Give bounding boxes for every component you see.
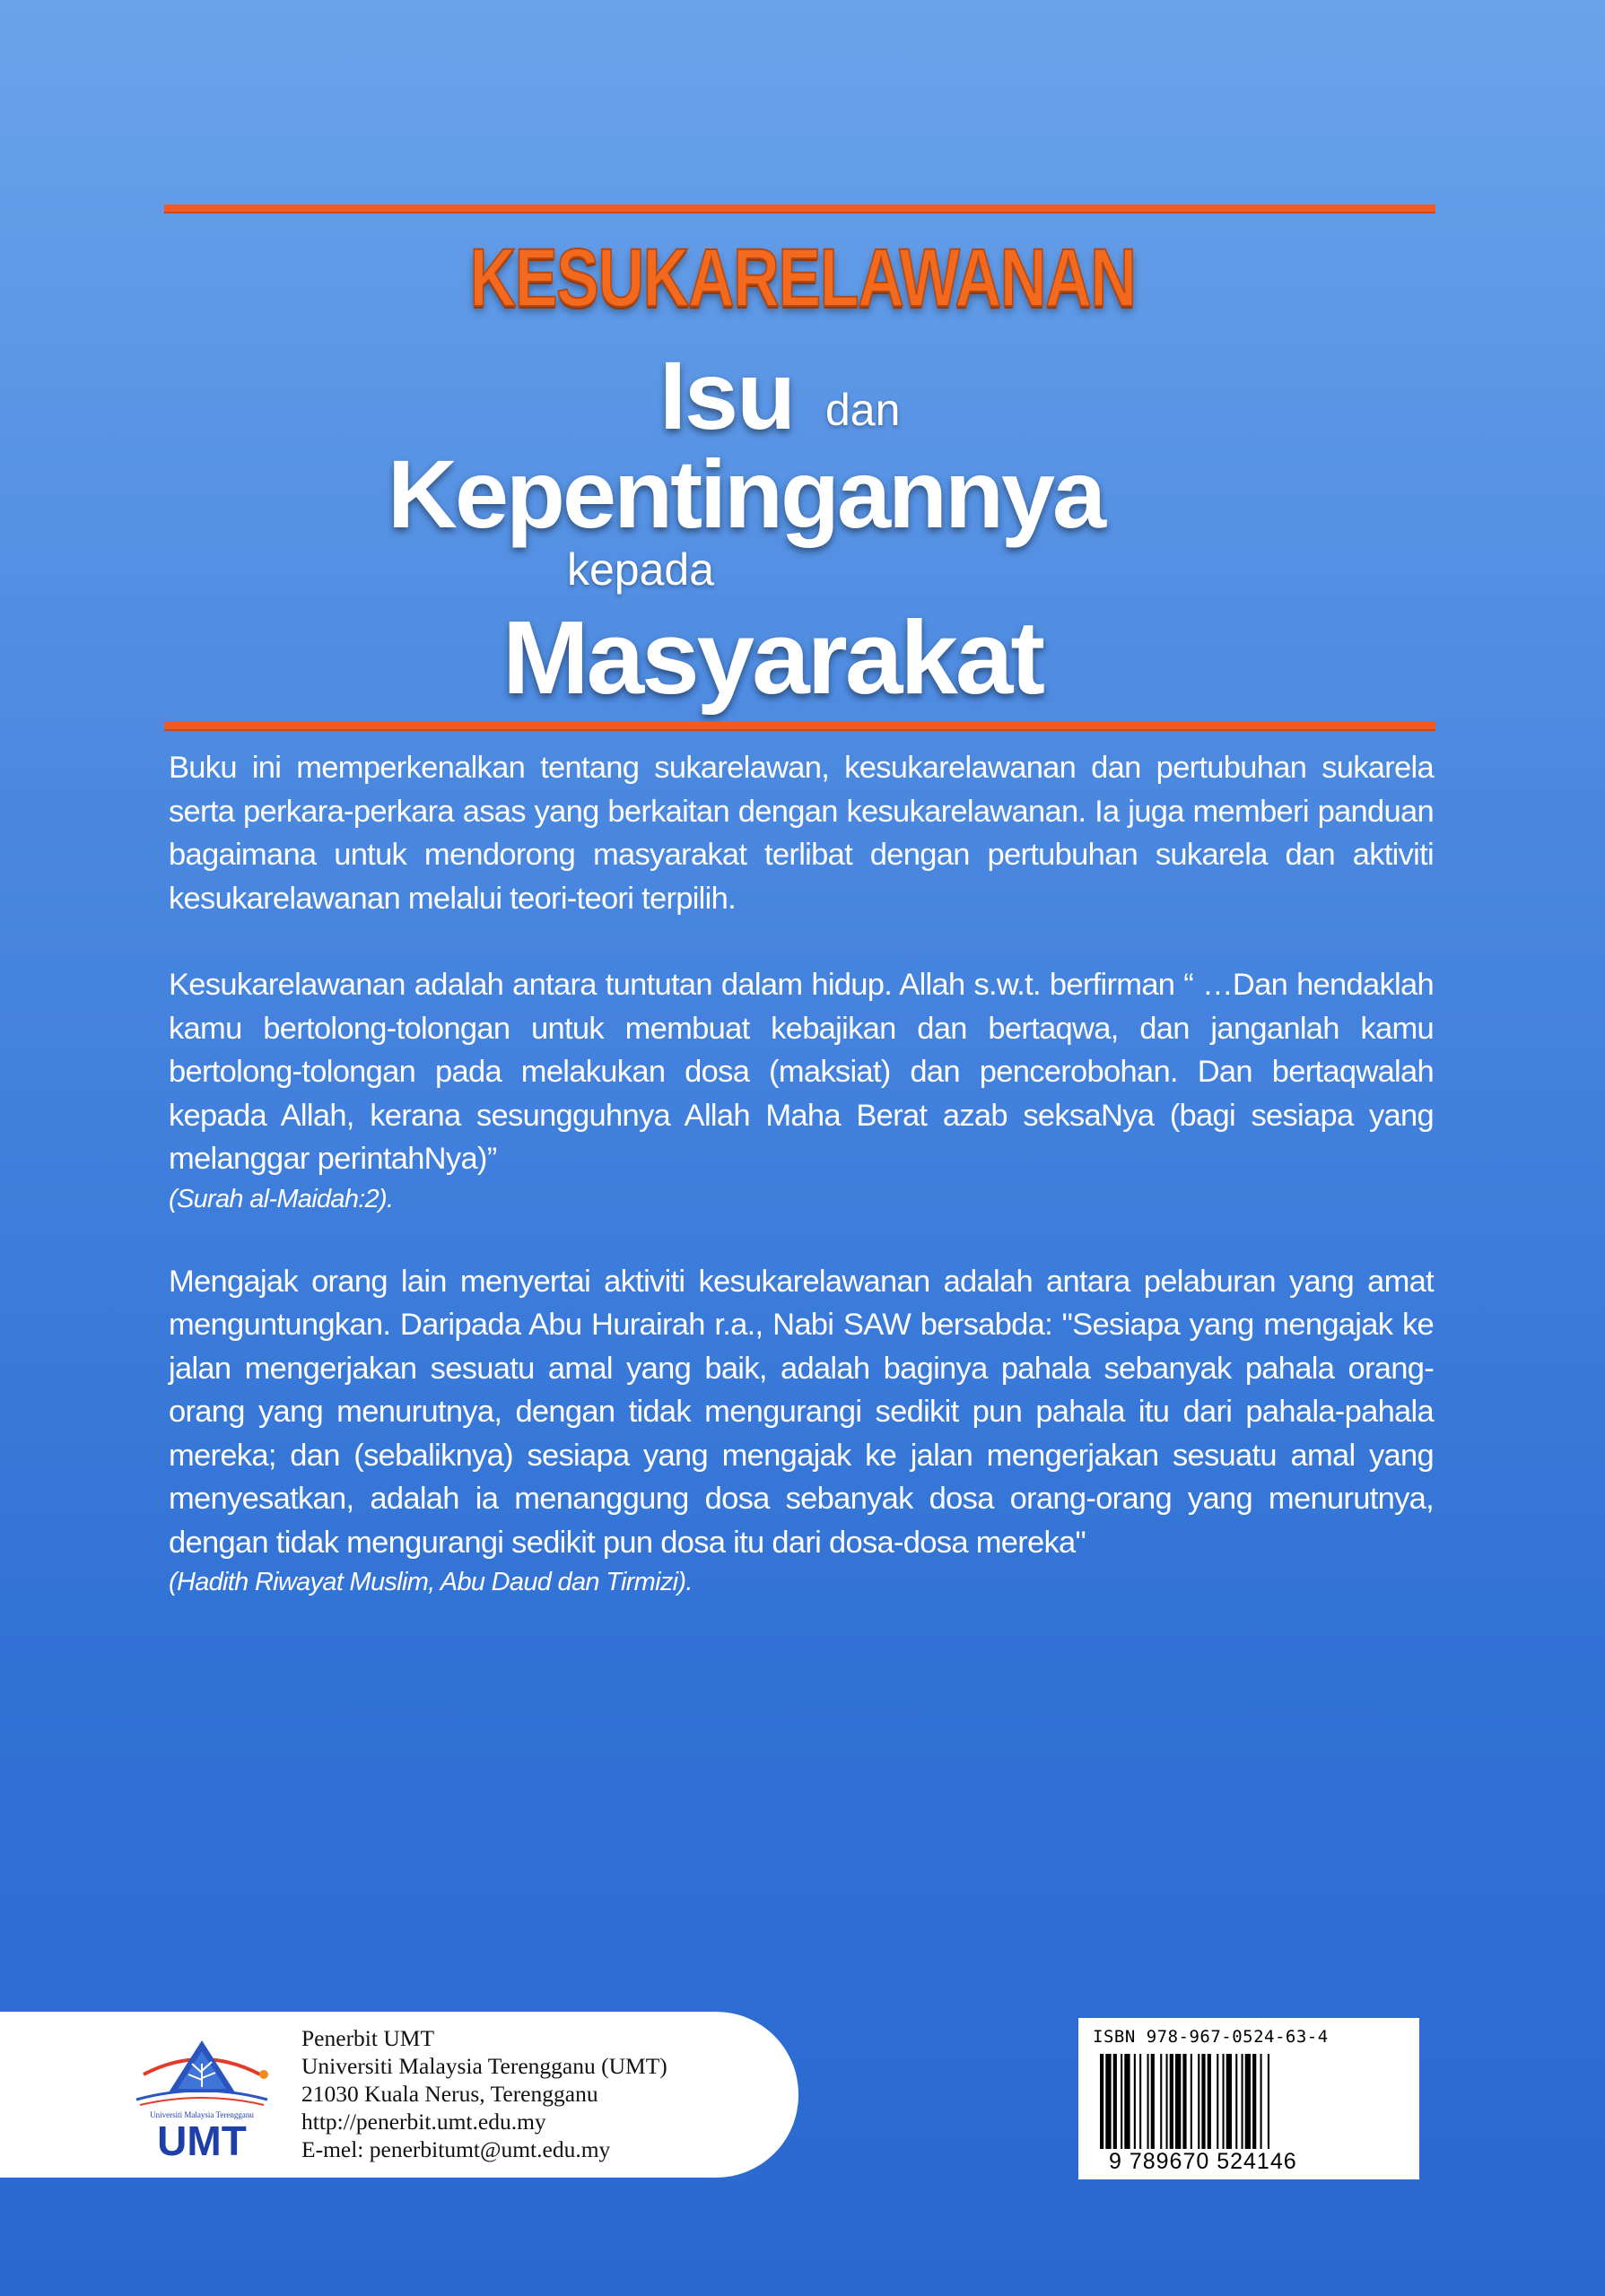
barcode-icon [1098, 2054, 1403, 2149]
umt-logo-text: UMT [157, 2118, 247, 2162]
isbn-box [1078, 2018, 1419, 2179]
blurb-paragraph-2: Kesukarelawanan adalah antara tuntutan dalam hidup. Allah s.w.t. berfirman “ …Dan hendaklah kamu bertolong-tolongan untuk membuat kebajikan dan bertaqwa, dan janganlah kamu bertolong-tolongan pada melakukan dosa (maksiat) dan pencerobohan. Dan bertaqwalah kepada Allah, kerana sesungguhnya Allah Maha Berat azab seksaNya (bagi sesiapa yang melanggar perintahNya)” [169, 968, 1434, 1176]
umt-logo-subtext: Universiti Malaysia Terengganu [150, 2110, 254, 2119]
publisher-details [301, 2024, 667, 2163]
blurb-paragraph-1: Buku ini memperkenalkan tentang sukarelawan, kesukarelawanan dan pertubuhan sukarela serta perkara-perkara asas yang berkaitan dengan kesukarelawanan. Ia juga memberi panduan bagaimana untuk mendorong masyarakat terlibat dengan pertubuhan sukarela dan aktiviti kesukarelawanan melalui teori-teori terpilih. [169, 751, 1434, 916]
bottom-orange-rule [164, 722, 1435, 731]
umt-logo [117, 2028, 287, 2162]
cover-title-main: KESUKARELAWANAN [469, 232, 1136, 324]
blurb-source-surah: (Surah al-Maidah:2). [169, 1184, 394, 1213]
blurb-source-hadith: (Hadith Riwayat Muslim, Abu Daud dan Tirmizi). [169, 1568, 693, 1596]
blurb-paragraph-3: Mengajak orang lain menyertai aktiviti kesukarelawanan adalah antara pelaburan yang amat menguntungkan. Daripada Abu Hurairah r.a., Nabi SAW bersabda: "Sesiapa yang mengajak ke jalan mengerjakan sesuatu amal yang baik, adalah baginya pahala sebanyak pahala orang-orang yang menurutnya, dengan tidak mengurangi sedikit pun pahala itu dari pahala-pahala mereka; dan (sebaliknya) sesiapa yang mengajak ke jalan mengerjakan sesuatu amal yang menyesatkan, adalah ia menanggung dosa sebanyak dosa orang-orang yang menurutnya, dengan tidak mengurangi sedikit pun dosa itu dari dosa-dosa mereka" [169, 1264, 1434, 1560]
isbn-digits: 9 789670 524146 [1109, 2149, 1297, 2174]
cover-title-kepada: kepada [567, 544, 715, 595]
isbn-label: ISBN 978-967-0524-63-4 [1093, 2027, 1329, 2047]
top-orange-rule [164, 204, 1435, 213]
publisher-box [0, 2012, 798, 2178]
cover-title-dan: dan [825, 385, 901, 435]
publisher-name: Penerbit UMT [301, 2025, 435, 2051]
blurb [169, 746, 1434, 1600]
publisher-website: http://penerbit.umt.edu.my [301, 2109, 546, 2135]
publisher-email: E-mel: penerbitumt@umt.edu.my [301, 2136, 611, 2162]
publisher-address: 21030 Kuala Nerus, Terengganu [301, 2081, 598, 2107]
publisher-university: Universiti Malaysia Terengganu (UMT) [301, 2053, 667, 2079]
cover-title-kepentingannya: Kepentingannya [388, 439, 1104, 548]
cover-title-isu: Isu [659, 341, 795, 449]
cover-title-masyarakat: Masyarakat [502, 599, 1042, 716]
